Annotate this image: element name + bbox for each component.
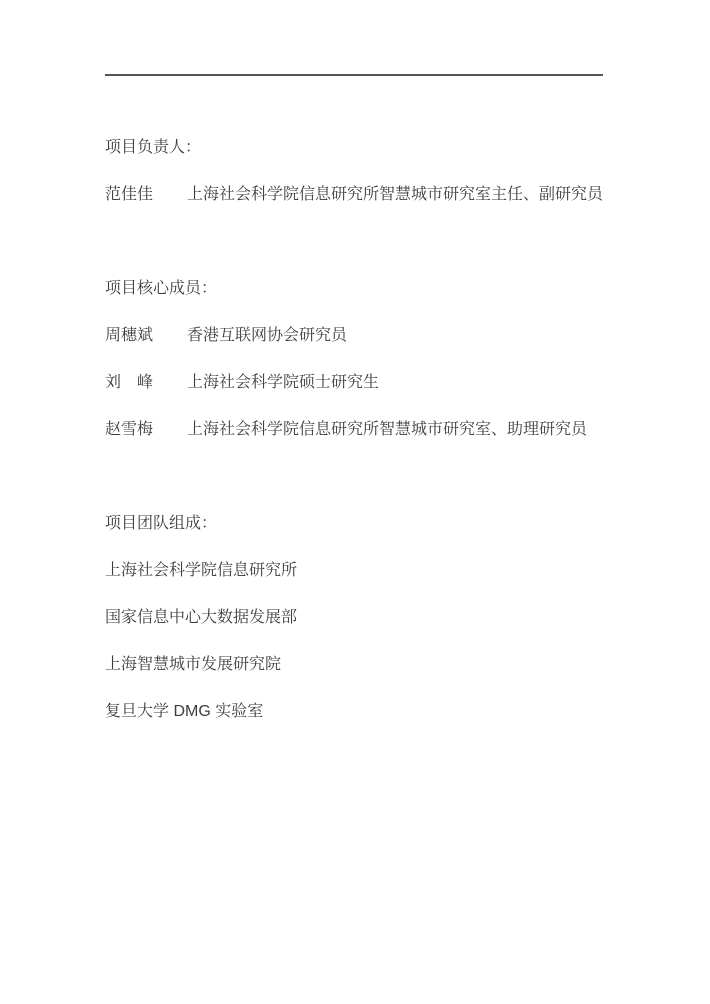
member-row <box>105 406 603 453</box>
section-team-composition <box>105 500 603 735</box>
header-rule <box>105 74 603 76</box>
member-description: 上海社会科学院信息研究所智慧城市研究室、助理研究员 <box>187 421 588 438</box>
organization-item: 上海社会科学院信息研究所 <box>105 562 298 579</box>
member-name: 刘 峰 <box>105 374 154 391</box>
member-description: 香港互联网协会研究员 <box>187 327 348 344</box>
member-description: 上海社会科学院信息研究所智慧城市研究室主任、副研究员 <box>187 186 604 203</box>
member-row <box>105 359 603 406</box>
section-project-leader <box>105 124 603 218</box>
member-row <box>105 171 603 218</box>
section-core-members <box>105 265 603 453</box>
page-content <box>105 124 603 735</box>
section-heading: 项目核心成员： <box>105 280 218 297</box>
section-heading: 项目负责人： <box>105 139 202 156</box>
organization-item: 复旦大学 DMG 实验室 <box>105 703 264 720</box>
section-heading: 项目团队组成： <box>105 515 218 532</box>
organization-item: 国家信息中心大数据发展部 <box>105 609 298 626</box>
member-row <box>105 312 603 359</box>
member-name: 赵雪梅 <box>105 421 154 438</box>
member-name: 范佳佳 <box>105 186 154 203</box>
member-name: 周穗斌 <box>105 327 154 344</box>
member-description: 上海社会科学院硕士研究生 <box>187 374 380 391</box>
organization-item: 上海智慧城市发展研究院 <box>105 656 282 673</box>
